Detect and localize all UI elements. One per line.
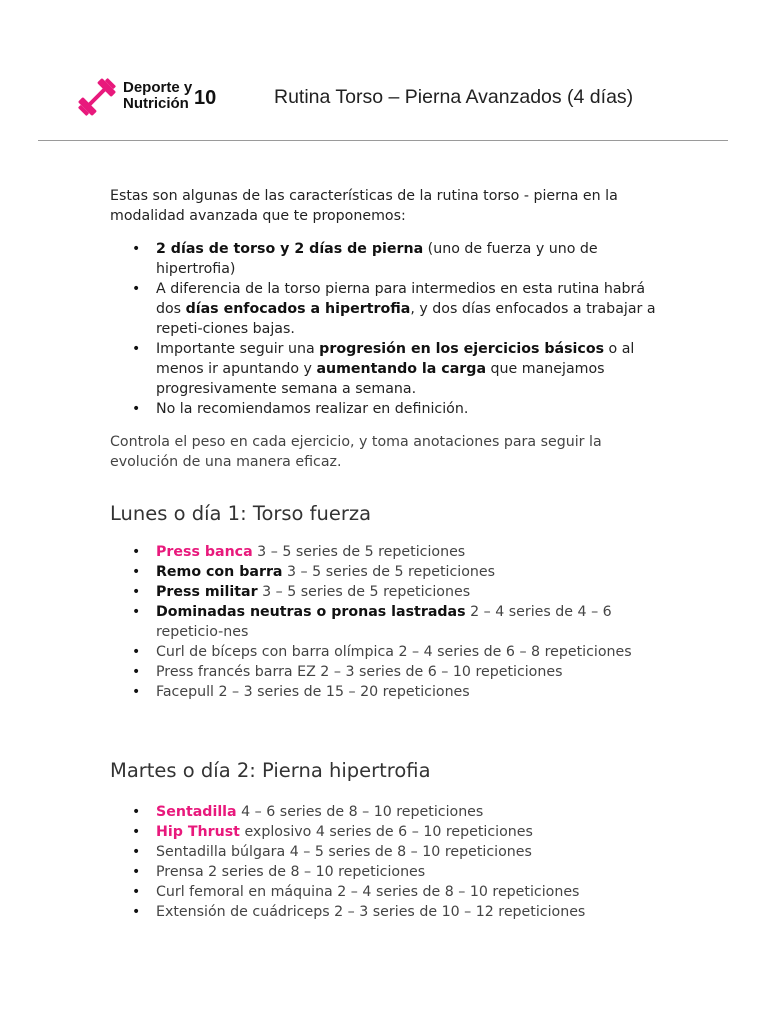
brand-line-1: Deporte y bbox=[123, 79, 193, 96]
exercise-detail: 2 – 4 series de 8 – 10 repeticiones bbox=[332, 884, 580, 900]
brand-line-2: Nutrición bbox=[123, 95, 189, 112]
exercise-name[interactable]: Hip Thrust bbox=[156, 824, 240, 840]
header-divider bbox=[38, 140, 728, 141]
exercise-detail: 2 – 4 series de 6 – 8 repeticiones bbox=[393, 644, 632, 660]
exercise-name: Remo con barra bbox=[156, 564, 283, 580]
exercise-item bbox=[110, 862, 670, 882]
feature-list bbox=[110, 239, 670, 419]
intro-paragraph: Estas son algunas de las características de la rutina torso - pierna en la modalidad avanzada que te proponemos: bbox=[110, 188, 618, 224]
exercise-item bbox=[110, 582, 670, 602]
exercise-name[interactable]: Press banca bbox=[156, 544, 253, 560]
exercise-item bbox=[110, 902, 670, 922]
exercise-item bbox=[110, 542, 670, 562]
exercise-detail: 3 – 5 series de 5 repeticiones bbox=[282, 564, 496, 580]
exercise-name: Press militar bbox=[156, 584, 258, 600]
note-paragraph: Controla el peso en cada ejercicio, y toma anotaciones para seguir la evolución de una manera eficaz. bbox=[110, 434, 602, 470]
exercise-item bbox=[110, 682, 670, 702]
exercise-name: Facepull bbox=[156, 684, 214, 700]
page-header bbox=[0, 0, 768, 142]
feature-text: o al menos ir apuntando y bbox=[156, 341, 635, 377]
exercise-name: Prensa bbox=[156, 864, 204, 880]
exercise-detail: 2 – 3 series de 10 – 12 repeticiones bbox=[329, 904, 586, 920]
feature-highlight: aumentando la carga bbox=[316, 361, 487, 377]
day-1-heading: Lunes o día 1: Torso fuerza bbox=[110, 502, 372, 525]
feature-text: No la recomiendamos realizar en definición. bbox=[156, 401, 469, 417]
exercise-item bbox=[110, 662, 670, 682]
exercise-detail: 2 – 4 series de 4 – 6 repeticio-nes bbox=[156, 604, 612, 640]
exercise-name: Sentadilla búlgara bbox=[156, 844, 286, 860]
exercise-item bbox=[110, 842, 670, 862]
exercise-name: Curl femoral en máquina bbox=[156, 884, 333, 900]
intro-section bbox=[110, 186, 670, 472]
dumbbell-icon bbox=[76, 76, 118, 118]
exercise-detail: 3 – 5 series de 5 repeticiones bbox=[252, 544, 466, 560]
exercise-item bbox=[110, 602, 670, 642]
feature-highlight: progresión en los ejercicios básicos bbox=[319, 341, 605, 357]
feature-text: Importante seguir una bbox=[156, 341, 320, 357]
exercise-detail: 2 – 3 series de 6 – 10 repeticiones bbox=[315, 664, 563, 680]
exercise-detail: 2 series de 8 – 10 repeticiones bbox=[203, 864, 426, 880]
exercise-name: Curl de bíceps con barra olímpica bbox=[156, 644, 394, 660]
exercise-detail: 4 – 6 series de 8 – 10 repeticiones bbox=[236, 804, 484, 820]
feature-highlight: 2 días de torso y 2 días de pierna bbox=[156, 241, 424, 257]
exercise-name: Extensión de cuádriceps bbox=[156, 904, 330, 920]
day-2-heading: Martes o día 2: Pierna hipertrofia bbox=[110, 759, 431, 782]
exercise-name: Dominadas neutras o pronas lastradas bbox=[156, 604, 466, 620]
exercise-item bbox=[110, 802, 670, 822]
brand-number: 10 bbox=[194, 87, 217, 109]
feature-item bbox=[110, 279, 670, 339]
feature-item bbox=[110, 339, 670, 399]
exercise-detail: explosivo 4 series de 6 – 10 repeticiones bbox=[239, 824, 533, 840]
feature-item bbox=[110, 239, 670, 279]
exercise-item bbox=[110, 822, 670, 842]
feature-text: que manejamos progresivamente semana a semana. bbox=[156, 361, 605, 397]
feature-text: (uno de fuerza y uno de hipertrofia) bbox=[156, 241, 598, 277]
exercise-item bbox=[110, 562, 670, 582]
exercise-item bbox=[110, 642, 670, 662]
day-2-exercise-list bbox=[110, 802, 670, 922]
feature-text: A diferencia de la torso pierna para intermedios en esta rutina habrá dos bbox=[156, 281, 646, 317]
exercise-name[interactable]: Sentadilla bbox=[156, 804, 237, 820]
exercise-detail: 3 – 5 series de 5 repeticiones bbox=[257, 584, 471, 600]
feature-item bbox=[110, 399, 670, 419]
feature-text: , y dos días enfocados a trabajar a repeti-ciones bajas. bbox=[156, 301, 656, 337]
brand-name bbox=[123, 80, 192, 112]
exercise-detail: 2 – 3 series de 15 – 20 repeticiones bbox=[213, 684, 470, 700]
document-title: Rutina Torso – Pierna Avanzados (4 días) bbox=[274, 86, 634, 108]
exercise-detail: 4 – 5 series de 8 – 10 repeticiones bbox=[285, 844, 532, 860]
brand-logo[interactable] bbox=[76, 72, 226, 120]
day-1-exercise-list bbox=[110, 542, 670, 702]
feature-highlight: días enfocados a hipertrofia bbox=[185, 301, 411, 317]
exercise-name: Press francés barra EZ bbox=[156, 664, 316, 680]
exercise-item bbox=[110, 882, 670, 902]
